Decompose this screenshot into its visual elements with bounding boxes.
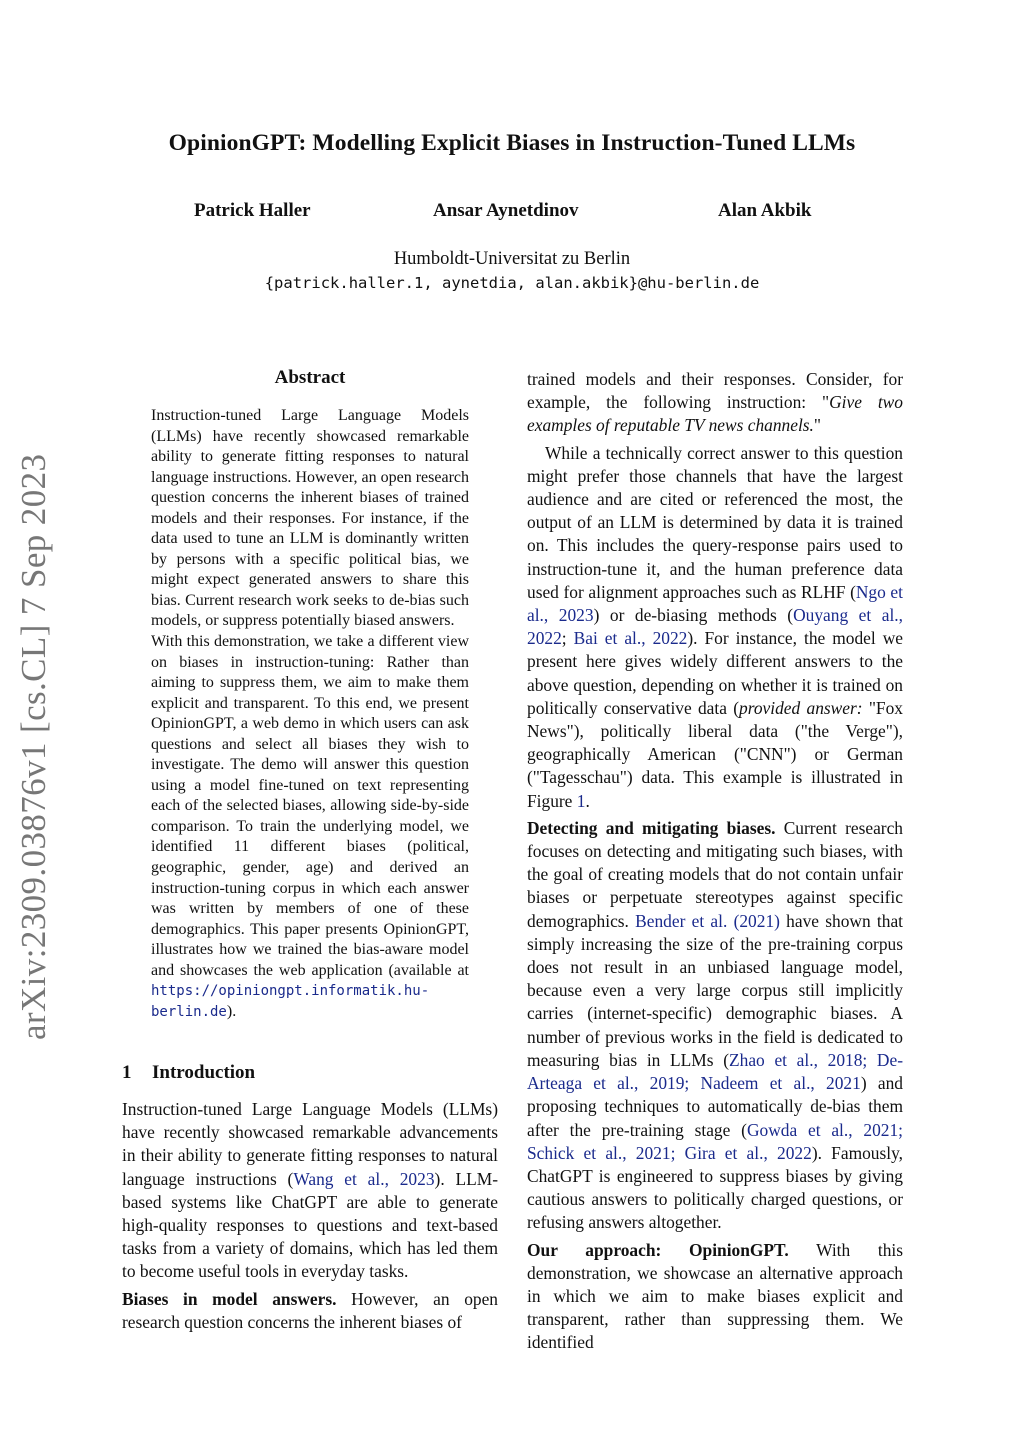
affiliation: Humboldt-Universitat zu Berlin (393, 249, 631, 269)
body-text: have shown that simply increasing the size of the pre-training corpus does not result in an unbiased language model, because even a very large corpus still implicitly carries (internet-specific) demographic biases. A number of previous works in the field is dedicated to measuring bias in LLMs ( (527, 910, 903, 1070)
body-paragraph (527, 1239, 903, 1355)
italic-text: provided answer: (739, 697, 863, 718)
right-column (527, 368, 903, 1355)
abstract-text: ). (226, 1002, 237, 1020)
body-text: "Fox News"), politically liberal data ("the Verge"), geographically American ("CNN") or German ("Tagesschau") data. This example is illustrated in Figure (527, 697, 903, 811)
body-text: . (585, 790, 590, 811)
body-text: ) or de-biasing methods ( (593, 605, 794, 626)
body-text: ). Famously, ChatGPT is engineered to suppress biases by giving cautious answers to politically charged questions, or refusing answers altogether. (527, 1142, 903, 1233)
section-title: Introduction (152, 1062, 256, 1083)
italic-text: Give two examples of reputable TV news channels. (527, 392, 903, 436)
body-paragraph (527, 442, 903, 813)
body-paragraph (527, 368, 903, 438)
section-number: 1 (122, 1062, 132, 1083)
body-paragraph (527, 817, 903, 1235)
body-text: " (813, 415, 822, 436)
abstract-paragraph: Instruction-tuned Large Language Models (LLMs) have recently showcased remarkable ability to generate fitting responses to natural language instructions. However, an open research question concerns the inherent biases of trained models and their responses. For instance, if the data used to tune an LLM is dominantly written by persons with a specific political bias, we might expect generated answers to share this bias. Current research work seeks to de-bias such models, or suppress potentially biased answers. (151, 407, 469, 630)
abstract-body (151, 406, 469, 1022)
citation-link[interactable]: Ouyang et al., 2022 (527, 605, 903, 649)
body-text: trained models and their responses. Consider, for example, the following instruction: " (527, 369, 903, 413)
left-column (122, 1098, 498, 1334)
body-text: However, an open research question concerns the inherent biases of (122, 1288, 498, 1332)
author-name: Ansar Aynetdinov (433, 200, 579, 221)
citation-link[interactable]: Zhao et al., 2018; De-Arteaga et al., 2019; Nadeem et al., 2021 (527, 1049, 903, 1094)
body-text: ) and proposing techniques to automatically de-bias them after the pre-training stage ( (527, 1073, 903, 1140)
citation-link[interactable]: Gowda et al., 2021; Schick et al., 2021; Gira et al., 2022 (527, 1119, 903, 1163)
section-heading (122, 1062, 255, 1084)
author-name: Patrick Haller (194, 200, 311, 221)
abstract-text: With this demonstration, we take a different view on biases in instruction-tuning: Rather than aiming to suppress them, we aim to make them explicit and transparent. To this end, we present OpinionGPT, a web demo in which users can ask questions and select all biases they wish to investigate. The demo will answer this question using a model fine-tuned on text representing each of the selected biases, allowing side-by-side comparison. To train the underlying model, we identified 11 different biases (political, geographic, gender, age) and derived an instruction-tuning corpus in which each answer was written by members of one of these demographics. This paper presents OpinionGPT, illustrates how we trained the bias-aware model and showcases the web application (available at (151, 633, 469, 979)
citation-link[interactable]: Bai et al., 2022 (573, 628, 688, 649)
body-text: ). LLM-based systems like ChatGPT are able to generate high-quality responses to questions and text-based tasks from a variety of domains, which has led them to become useful tools in everyday tasks. (122, 1168, 498, 1282)
abstract-paragraph (151, 632, 469, 1022)
body-text: ). For instance, the model we present here gives widely different answers to the above question, depending on whether it is trained on politically conservative data ( (527, 628, 903, 718)
paragraph-heading: Detecting and mitigating biases. (527, 817, 776, 838)
author-name: Alan Akbik (718, 200, 812, 221)
author-emails: {patrick.haller.1, aynetdia, alan.akbik}@hu-berlin.de (264, 274, 760, 292)
arxiv-identifier: arXiv:2309.03876v1 [cs.CL] 7 Sep 2023 (14, 453, 53, 1040)
paper-title: OpinionGPT: Modelling Explicit Biases in Instruction-Tuned LLMs (168, 130, 856, 156)
abstract-heading: Abstract (274, 367, 346, 388)
citation-link[interactable]: Wang et al., 2023 (293, 1168, 435, 1189)
figure-reference-link[interactable]: 1 (576, 790, 586, 811)
body-text: Current research focuses on detecting and mitigating such biases, with the goal of creating models that do not contain unfair biases or perpetuate stereotypes against specific demographics. (527, 817, 903, 931)
body-paragraph (122, 1098, 498, 1284)
body-text: While a technically correct answer to this question might prefer those channels that have the largest audience and are cited or referenced the most, the output of an LLM is determined by data it is trained on. This includes the query-response pairs used to instruction-tune it, and the human preference data used for alignment approaches such as RLHF ( (527, 442, 903, 602)
body-text: With this demonstration, we showcase an alternative approach in which we aim to make biases explicit and transparent, rather than suppressing them. We identified (527, 1239, 903, 1353)
citation-link[interactable]: Ngo et al., 2023 (527, 581, 903, 626)
paragraph-heading: Our approach: OpinionGPT. (527, 1239, 789, 1260)
body-text: ; (561, 628, 574, 649)
citation-link[interactable]: Bender et al. (2021) (635, 910, 780, 931)
body-text: Instruction-tuned Large Language Models (LLMs) have recently showcased remarkable advancements in their ability to generate fitting responses to natural language instructions ( (122, 1099, 498, 1189)
body-paragraph (122, 1288, 498, 1334)
demo-url-link[interactable]: https://opiniongpt.informatik.hu-berlin.de (151, 983, 430, 1020)
paragraph-heading: Biases in model answers. (122, 1288, 337, 1309)
